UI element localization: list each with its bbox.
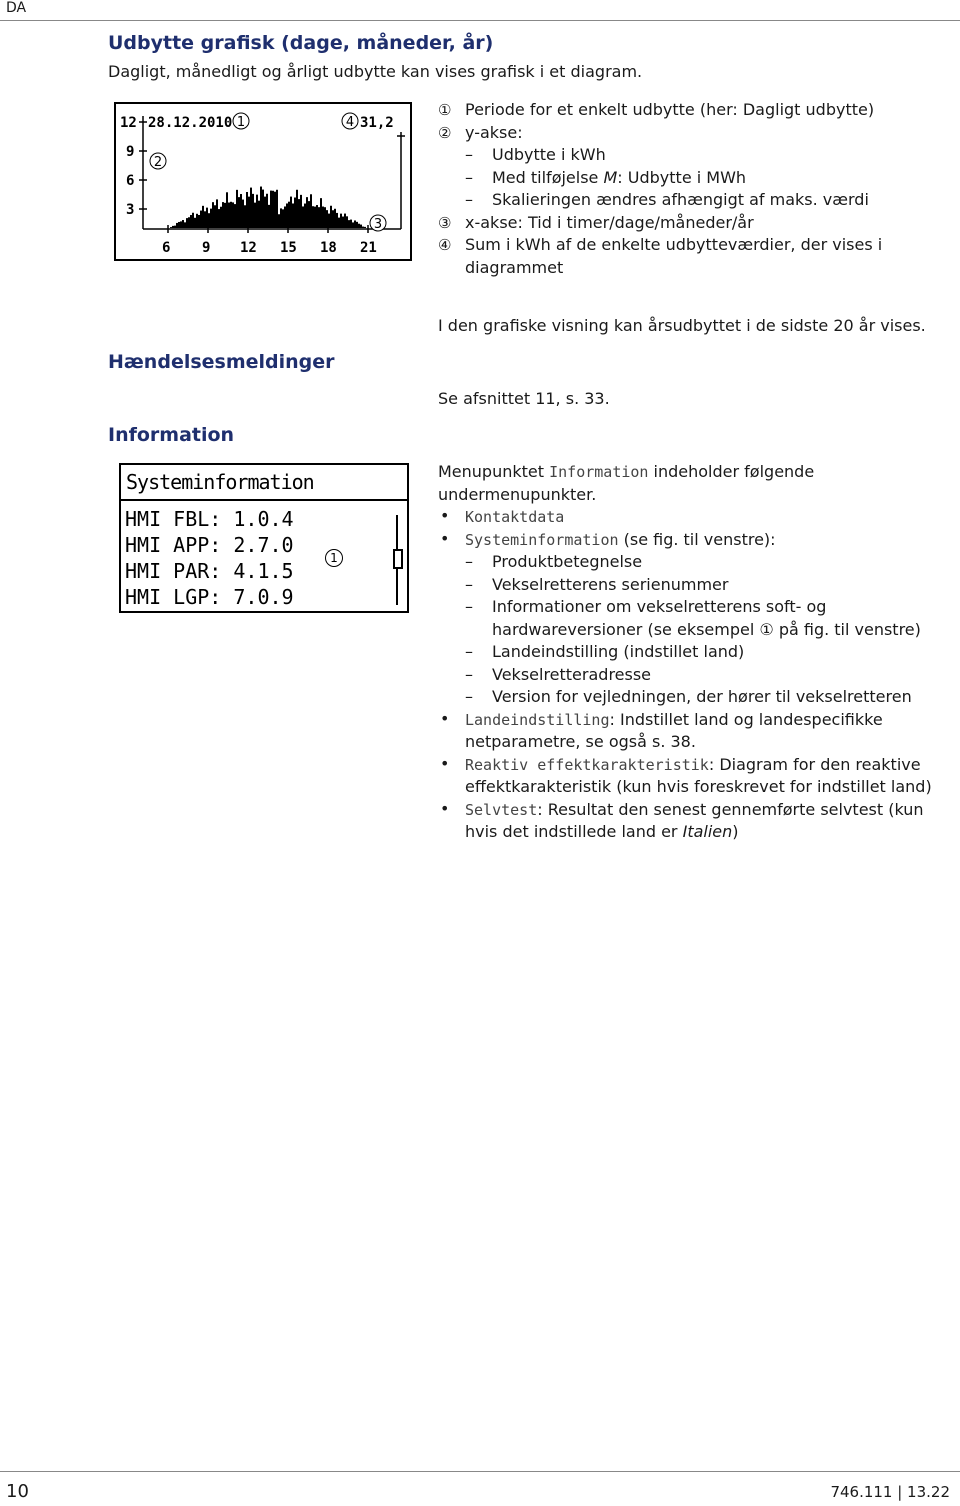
chart-total: 31,2 [360,115,394,131]
yield-bar [200,211,202,228]
svg-text:3: 3 [373,217,383,232]
legend-item-4: ④ Sum i kWh af de enkelte udbytteværdier, der vises i diagrammet [438,235,883,277]
yield-bar [288,202,290,228]
yield-bar [318,207,320,228]
yield-bar [316,205,318,228]
section-title-information: Information [108,424,235,446]
chart-date: 28.12.2010 [148,115,233,131]
yield-bar [348,220,350,228]
yield-bar [242,200,244,228]
yield-bar [206,208,208,228]
yield-bar [350,220,352,228]
header-rule [0,20,960,21]
yield-bar [364,227,366,228]
graph-note: I den grafiske visning kan årsudbyttet i de sidste 20 år vises. [438,316,926,335]
yield-bar [292,203,294,228]
yield-bar [340,214,342,228]
callout-number: ③ [438,213,452,232]
yield-bar [238,197,240,228]
lcd-system-information [119,463,409,613]
yield-bar [176,223,178,228]
yield-bar [330,206,332,228]
yield-bar [246,192,248,228]
svg-text:2: 2 [153,155,163,170]
yield-bar [190,215,192,228]
yield-bar [210,209,212,228]
lcd-line: HMI FBL: 1.0.4 [125,507,294,531]
y-tick-label: 12 [120,115,137,131]
y-axis-sub-item: – Skalieringen ændres afhængigt af maks. værdi [465,190,869,209]
events-reference: Se afsnittet 11, s. 33. [438,389,610,408]
yield-bar [230,202,232,228]
yield-bar [326,210,328,228]
x-tick-label: 9 [202,240,211,256]
yield-bar [332,210,334,228]
yield-bar [310,194,312,228]
callout-4 [342,113,358,130]
yield-bar [196,214,198,228]
sysinfo-sub-item: – Produktbetegnelse [465,552,643,571]
yield-bar [304,204,306,228]
lcd-title: Systeminformation [126,470,314,494]
yield-bar [282,209,284,228]
legend-item-3: ③ x-akse: Tid i timer/dage/måneder/år [438,212,938,235]
yield-bar [228,203,230,228]
yield-bar [260,187,262,228]
yield-bar [308,201,310,228]
yield-bar [184,222,186,228]
language-tag: DA [6,0,27,16]
yield-bar [212,202,214,228]
yield-bar [198,215,200,228]
yield-bar [170,227,172,228]
x-tick-label: 18 [320,240,337,256]
lcd-line: HMI LGP: 7.0.9 [125,585,294,609]
yield-bar [354,220,356,228]
yield-bar [220,207,222,228]
yield-bar [254,203,256,228]
yield-bar [344,214,346,228]
yield-bar [360,225,362,228]
yield-bar [174,226,176,228]
yield-bar [362,227,364,228]
yield-bar [258,201,260,228]
sysinfo-sub-item: – Vekselretteradresse [465,664,652,684]
yield-bar [290,197,292,228]
yield-bar [248,197,250,228]
lcd-line: HMI APP: 2.7.0 [125,533,294,557]
yield-bar [342,217,344,228]
yield-bar [232,202,234,228]
x-tick-label: 21 [360,240,377,256]
sysinfo-sub-item: – Vekselretterens serienummer [465,574,729,594]
yield-bar [272,191,274,228]
footer-rule [0,1471,960,1472]
yield-bar [234,204,236,228]
yield-bar [208,213,210,228]
y-tick-label: 3 [126,202,135,218]
yield-bars [170,187,366,228]
yield-bar [250,188,252,228]
svg-text:1: 1 [236,115,246,130]
document-number: 746.111 | 13.22 [830,1483,950,1501]
callout-2 [150,153,166,170]
callout-number: ① [438,101,452,119]
yield-bar [204,211,206,228]
sysinfo-sub-item: – Version for vejledningen, der hører til vekselretteren [465,687,912,706]
lcd-divider [121,499,407,501]
yield-bar [224,203,226,228]
yield-bar [346,216,348,228]
yield-chart-svg [116,104,410,259]
yield-bar [320,198,322,228]
yield-bar [186,218,188,228]
yield-bar [300,195,302,228]
yield-bar [194,218,196,228]
info-item-kontaktdata: • Kontaktdata [440,506,565,526]
yield-bar [314,207,316,228]
yield-bar [202,206,204,228]
info-item-systeminformation: • Systeminformation (se fig. til venstre): [440,528,776,549]
sysinfo-sub-item: – Landeindstilling (indstillet land) [465,642,745,661]
information-text [438,461,938,844]
yield-bar [178,222,180,228]
yield-bar [286,203,288,228]
svg-text:4: 4 [345,115,355,130]
yield-bar [284,206,286,228]
yield-bar [294,198,296,228]
x-tick-label: 15 [280,240,297,256]
yield-bar [222,202,224,228]
yield-bar [298,199,300,228]
yield-bar [356,222,358,228]
sysinfo-sub-item: – Informationer om vekselretterens soft- og hardwareversioner (se eksempel ① på fig. til venstre) [465,597,921,639]
yield-bar [188,217,190,228]
yield-bar [334,209,336,228]
info-item-selvtest: • Selvtest: Resultat den senest gennemførte selvtest (kun hvis det indstillede land er Italien) [440,798,924,841]
yield-bar [322,207,324,228]
yield-bar [216,199,218,228]
lcd-scroll-thumb [393,549,403,569]
info-item-landeindstilling: • Landeindstilling: Indstillet land og landespecifikke netparametre, se også s. 38. [440,708,883,751]
yield-bar [276,190,278,228]
yield-bar [252,194,254,228]
yield-bar [302,206,304,228]
yield-bar [324,207,326,228]
callout-1 [233,113,249,130]
callout-number: ② [438,123,452,142]
lcd-yield-chart [114,102,412,261]
yield-bar [240,194,242,228]
legend-item-1: ① Periode for et enkelt udbytte (her: Dagligt udbytte) [438,99,938,122]
yield-bar [218,209,220,228]
yield-bar [280,208,282,228]
chart-legend [438,99,938,279]
yield-bar [172,226,174,228]
legend-item-2: ② y-akse: [438,122,938,145]
yield-bar [278,214,280,228]
yield-bar [192,213,194,228]
yield-bar [352,222,354,228]
yield-bar [182,220,184,228]
yield-bar [328,214,330,228]
yield-bar [256,195,258,228]
yield-bar [306,197,308,228]
y-tick-label: 9 [126,144,135,160]
y-axis-sub-item: – Med tilføjelse M: Udbytte i MWh [465,167,747,187]
lcd-line: HMI PAR: 4.1.5 [125,559,294,583]
y-tick-label: 6 [126,173,135,189]
yield-bar [296,190,298,228]
yield-bar [214,205,216,228]
y-axis-sub-item: – Udbytte i kWh [465,145,606,164]
yield-bar [180,221,182,228]
section-title-events: Hændelsesmeldinger [108,351,335,373]
lcd-callout-1: 1 [325,549,343,567]
yield-bar [236,190,238,228]
yield-bar [358,224,360,228]
yield-bar [338,218,340,228]
yield-bar [336,213,338,228]
x-tick-label: 12 [240,240,257,256]
x-tick-label: 6 [162,240,171,256]
yield-bar [268,205,270,228]
info-item-reaktiv: • Reaktiv effektkarakteristik: Diagram for den reaktive effektkarakteristik (kun hvis foreskrevet for indstillet land) [440,753,932,796]
yield-bar [274,192,276,228]
yield-bar [312,206,314,228]
yield-bar [264,197,266,228]
section-title-yield: Udbytte grafisk (dage, måneder, år) [108,32,494,54]
yield-bar [226,192,228,228]
page-number: 10 [6,1481,29,1502]
section-intro-yield: Dagligt, månedligt og årligt udbytte kan vises grafisk i et diagram. [108,62,643,81]
yield-bar [266,194,268,228]
yield-bar [270,191,272,228]
callout-number: ④ [438,236,452,254]
yield-bar [262,190,264,228]
yield-bar [244,205,246,228]
information-intro: Menupunktet Information indeholder følgende undermenupunkter. [438,462,815,504]
